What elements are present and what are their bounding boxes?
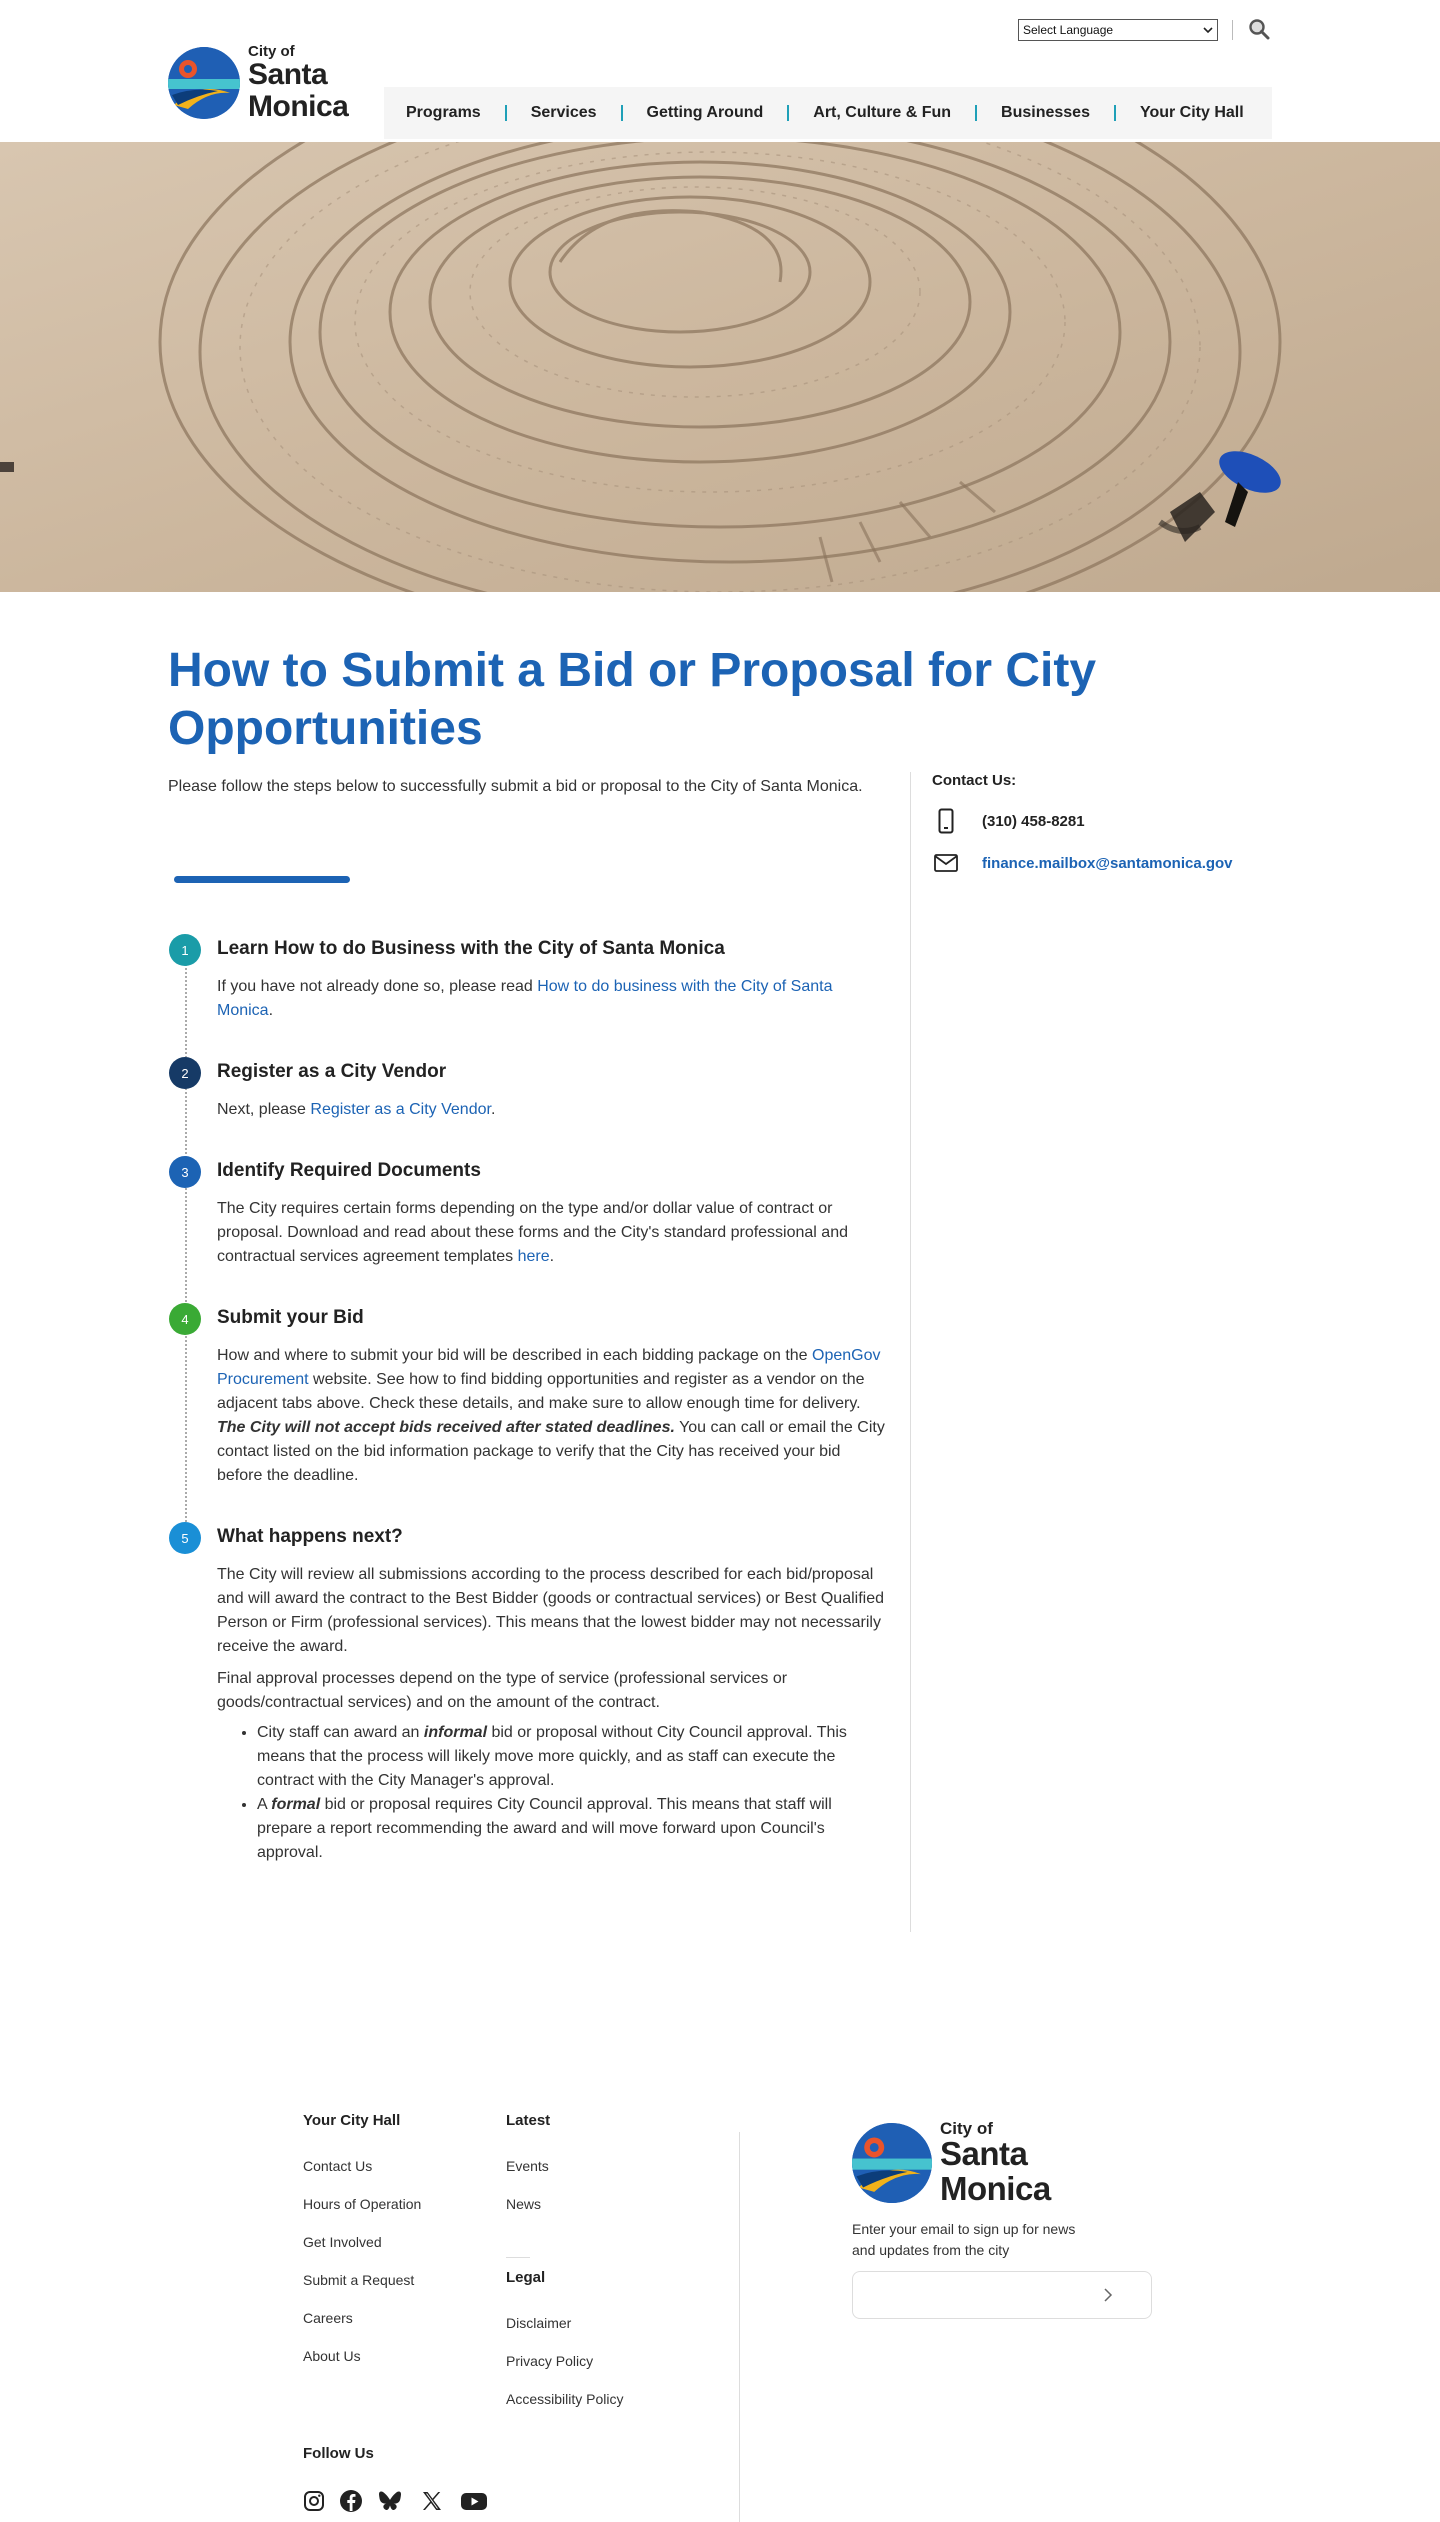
language-select[interactable]: [1018, 19, 1218, 41]
step-4-text: How and where to submit your bid will be described in each bidding package on the: [217, 1347, 813, 1364]
step-1-text-end: .: [268, 1002, 274, 1019]
footer-latest-title: Latest: [506, 2112, 551, 2129]
section-accent-bar: [174, 876, 350, 883]
logo-line-3: Monica: [248, 89, 349, 123]
footer-hours-link[interactable]: Hours of Operation: [303, 2196, 422, 2212]
main-nav: [384, 87, 1272, 139]
nav-getting-around[interactable]: Getting Around: [646, 104, 764, 121]
templates-here-link[interactable]: here: [517, 1248, 550, 1265]
instagram-icon[interactable]: [302, 2489, 326, 2513]
footer-news-link[interactable]: News: [506, 2196, 542, 2212]
nav-divider: [621, 105, 623, 121]
bullet-2-text-end: bid or proposal requires City Council approval. This means that staff will prepare a report recommending the award and will move forward upon Council's approval.: [257, 1796, 832, 1861]
step-1-body: [217, 975, 887, 1023]
register-vendor-link[interactable]: Register as a City Vendor: [310, 1101, 491, 1118]
deadline-warning: The City will not accept bids received after stated deadlines.: [217, 1419, 675, 1436]
approval-list: [257, 1721, 887, 1865]
footer-legal-title: Legal: [506, 2269, 546, 2286]
x-icon[interactable]: [420, 2489, 444, 2513]
step-4-body: [217, 1344, 887, 1488]
step-4-text-end: You can call or email the City contact listed on the bid information package to verify that the City has received your bid before the deadline.: [217, 1419, 885, 1484]
step-5-para-1: The City will review all submissions according to the process described for each bid/proposal and will award the contract to the Best Bidder (goods or contractual services) or Best Qualified Person or Firm (professional services). This means that the lowest bidder may not necessarily receive the award.: [217, 1566, 884, 1655]
step-3-body: [217, 1197, 887, 1269]
footer-city-hall-title: Your City Hall: [303, 2112, 401, 2129]
footer-get-involved-link[interactable]: Get Involved: [303, 2234, 382, 2250]
list-item: [257, 1721, 887, 1793]
do-business-link[interactable]: How to do business with the City of Santa Monica: [217, 978, 833, 1019]
footer-careers-link[interactable]: Careers: [303, 2310, 353, 2326]
step-5-title: What happens next?: [217, 1526, 403, 1547]
page-title: How to Submit a Bid or Proposal for City Opportunities: [168, 644, 1097, 755]
follow-us-title: Follow Us: [303, 2445, 374, 2462]
footer-privacy-link[interactable]: Privacy Policy: [506, 2353, 594, 2369]
step-number-5: 5: [169, 1522, 201, 1554]
logo-emblem-icon: [168, 47, 240, 119]
steps-connector: [185, 952, 187, 1534]
main-content: [0, 592, 1440, 2067]
step-2-body: [217, 1098, 887, 1122]
opengov-procurement-link[interactable]: OpenGov Procurement: [217, 1347, 881, 1388]
footer-column-divider: [739, 2132, 740, 2522]
bullet-1-text-end: bid or proposal without City Council approval. This means that the process will likely move more quickly, and as staff can execute the contract with the City Manager's approval.: [257, 1724, 847, 1789]
step-1-text: If you have not already done so, please read: [217, 978, 538, 995]
contact-title: Contact Us:: [932, 772, 1017, 789]
step-number-4: 4: [169, 1303, 201, 1335]
footer-about-us-link[interactable]: About Us: [303, 2348, 361, 2364]
email-link[interactable]: finance.mailbox@santamonica.gov: [982, 854, 1233, 872]
nav-divider: [505, 105, 507, 121]
search-icon[interactable]: [1248, 18, 1270, 40]
step-number-1: 1: [169, 934, 201, 966]
step-3-text-end: .: [549, 1248, 555, 1265]
footer-divider: [506, 2257, 530, 2258]
step-4-title: Submit your Bid: [217, 1307, 364, 1328]
logo-line-2: Santa: [248, 58, 328, 91]
logo-line-2: Santa: [940, 2135, 1028, 2172]
step-3-title: Identify Required Documents: [217, 1160, 481, 1181]
nav-divider: [975, 105, 977, 121]
step-number-3: 3: [169, 1156, 201, 1188]
nav-art-culture-fun[interactable]: Art, Culture & Fun: [813, 104, 952, 121]
nav-businesses[interactable]: Businesses: [1001, 104, 1090, 121]
phone-icon: [932, 808, 960, 834]
newsletter-email-input[interactable]: [852, 2271, 1152, 2319]
step-5-body: [217, 1563, 887, 1865]
footer-city-logo[interactable]: [852, 2120, 1051, 2206]
contact-phone: [932, 808, 1085, 834]
footer-contact-us-link[interactable]: Contact Us: [303, 2158, 373, 2174]
sidebar-divider: [910, 772, 911, 1932]
step-4-text-mid: website. See how to find bidding opportunities and register as a vendor on the adjacent tabs above. Check these details, and make sure to allow enough time for delivery.: [217, 1371, 865, 1412]
step-2-title: Register as a City Vendor: [217, 1061, 447, 1082]
list-item: [257, 1793, 887, 1865]
bullet-2-text: A: [257, 1796, 272, 1813]
nav-divider: [1114, 105, 1116, 121]
language-selector-wrap: [1018, 19, 1233, 41]
footer-disclaimer-link[interactable]: Disclaimer: [506, 2315, 572, 2331]
nav-divider: [787, 105, 789, 121]
step-3-text: The City requires certain forms depending on the type and/or dollar value of contract or proposal. Download and read about these forms and the City's standard professional and contractual services agreement templates: [217, 1200, 848, 1265]
nav-programs[interactable]: Programs: [406, 104, 481, 121]
step-1-title: Learn How to do Business with the City of Santa Monica: [217, 938, 725, 959]
site-footer: [0, 2067, 1440, 2477]
logo-line-3: Monica: [940, 2169, 1051, 2207]
bullet-1-text: City staff can award an: [257, 1724, 424, 1741]
logo-line-1: City of: [248, 43, 295, 60]
logo-emblem-icon: [852, 2123, 932, 2203]
contact-email: [932, 854, 1233, 872]
chevron-down-icon: [1203, 23, 1213, 37]
phone-number[interactable]: (310) 458-8281: [982, 812, 1085, 830]
informal-emphasis: informal: [423, 1724, 488, 1741]
mail-icon: [932, 854, 960, 872]
youtube-icon[interactable]: [460, 2489, 488, 2513]
facebook-icon[interactable]: [339, 2489, 363, 2513]
city-logo[interactable]: [168, 44, 348, 122]
site-header: [0, 0, 1440, 142]
bluesky-icon[interactable]: [378, 2489, 402, 2513]
step-2-text: Next, please: [217, 1101, 311, 1118]
intro-text: Please follow the steps below to successfully submit a bid or proposal to the City of Santa Monica.: [168, 778, 863, 795]
formal-emphasis: formal: [271, 1796, 321, 1813]
footer-submit-request-link[interactable]: Submit a Request: [303, 2272, 415, 2288]
language-select-value: Select Language: [1023, 23, 1114, 37]
hero-image: [0, 142, 1440, 592]
nav-your-city-hall[interactable]: Your City Hall: [1139, 104, 1244, 121]
step-2-text-end: .: [490, 1101, 496, 1118]
step-number-2: 2: [169, 1057, 201, 1089]
footer-events-link[interactable]: Events: [506, 2158, 549, 2174]
footer-accessibility-link[interactable]: Accessibility Policy: [506, 2391, 624, 2407]
divider: [1232, 20, 1233, 40]
step-5-para-2: Final approval processes depend on the type of service (professional services or goods/contractual services) and on the amount of the contract.: [217, 1670, 788, 1711]
chevron-right-icon[interactable]: [1101, 2288, 1115, 2302]
logo-line-1: City of: [940, 2119, 993, 2138]
newsletter-prompt: Enter your email to sign up for news and updates from the city: [852, 2221, 1076, 2258]
nav-services[interactable]: Services: [530, 104, 597, 121]
